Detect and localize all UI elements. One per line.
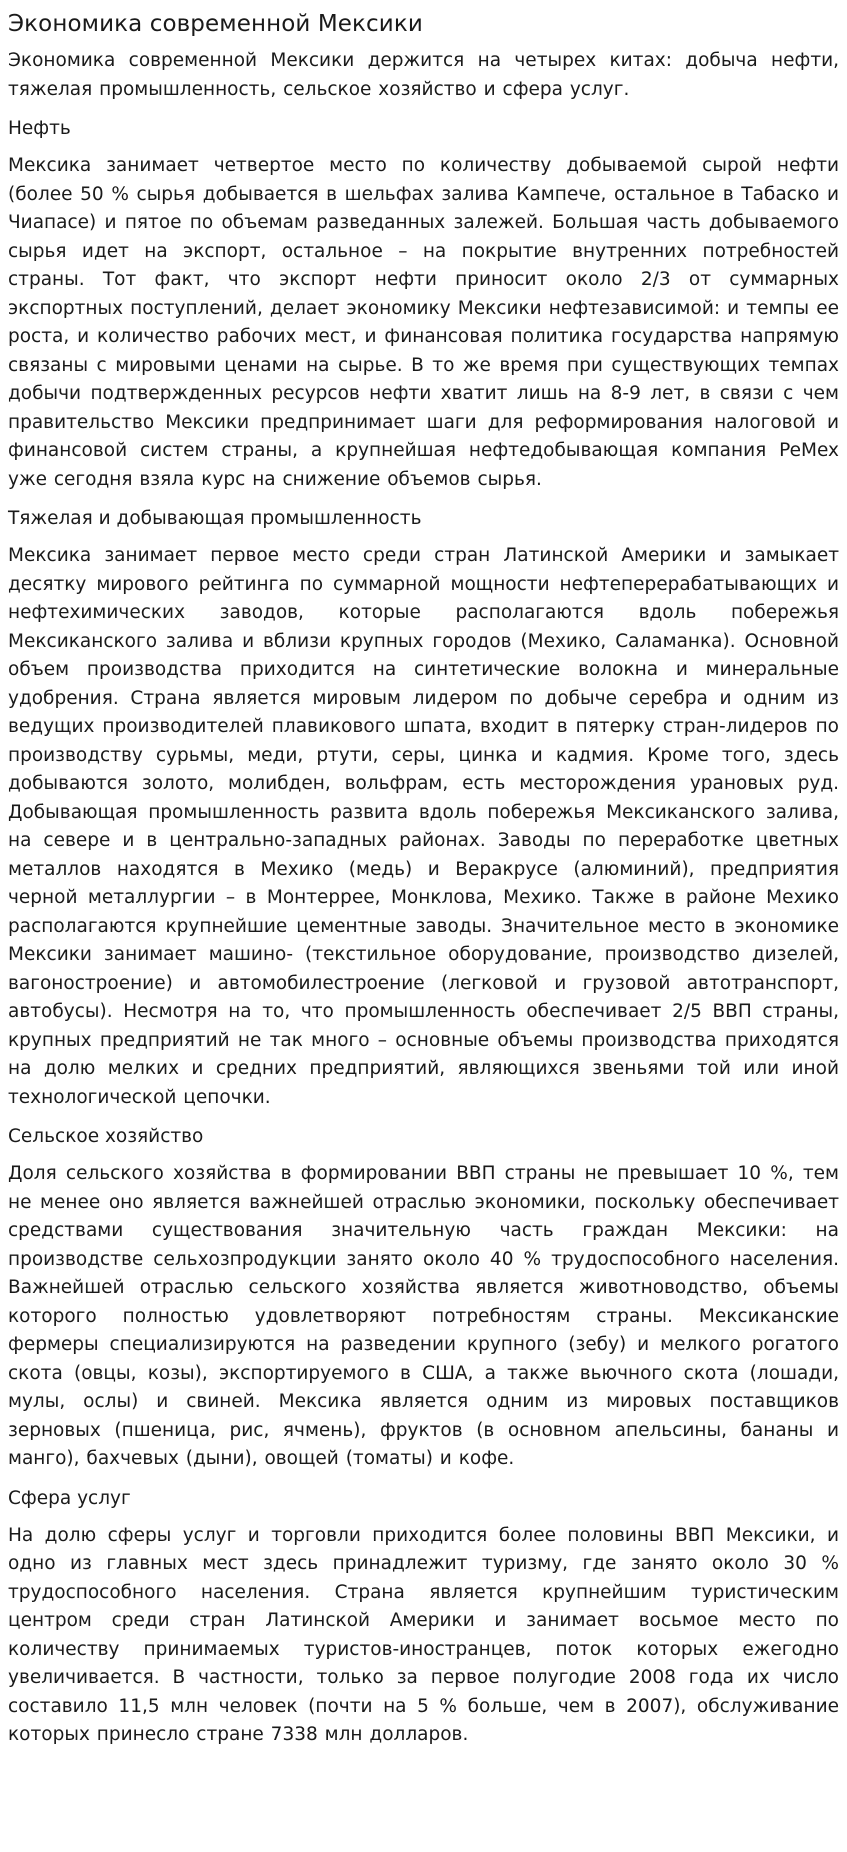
section-text-agriculture: Доля сельского хозяйства в формировании ВВП страны не превышает 10 %, тем не менее оно является важнейшей отраслью экономики, поскольку обеспечивает средствами существования значительную часть граждан Мексики: на производстве сельхозпродукции занято около 40 % трудоспособного населения. Важнейшей отраслью сельского хозяйства является животноводство, объемы которого полностью удовлетворяют потребностям страны. Мексиканские фермеры специализируются на разведении крупного (зебу) и мелкого рогатого скота (овцы, козы), экспортируемого в США, а также вьючного скота (лошади, мулы, ослы) и свиней. Мексика является одним из мировых поставщиков зерновых (пшеница, рис, ячмень), фруктов (в основном апельсины, бананы и манго), бахчевых (дыни), овощей (томаты) и кофе. bbox=[8, 1163, 839, 1469]
page-title: Экономика современной Мексики bbox=[8, 11, 423, 37]
section-text-industry: Мексика занимает первое место среди стран Латинской Америки и замыкает десятку мирового рейтинга по суммарной мощности нефтеперерабатывающих и нефтехимических заводов, которые располагаются вдоль побережья Мексиканского залива и вблизи крупных городов (Мехико, Саламанка). Основной объем производства приходится на синтетические волокна и минеральные удобрения. Страна является мировым лидером по добыче серебра и одним из ведущих производителей плавикового шпата, входит в пятерку стран-лидеров по производству сурьмы, меди, ртути, серы, цинка и кадмия. Кроме того, здесь добываются золото, молибден, вольфрам, есть месторождения урановых руд. Добывающая промышленность развита вдоль побережья Мексиканского залива, на севере и в центрально-западных районах. Заводы по переработке цветных металлов находятся в Мехико (медь) и Веракрусе (алюминий), предприятия черной металлургии – в Монтеррее, Монклова, Мехико. Также в районе Мехико располагаются крупнейшие цементные заводы. Значительное место в экономике Мексики занимает машино- (текстильное оборудование, производство дизелей, вагоностроение) и автомобилестроение (легковой и грузовой автотранспорт, автобусы). Несмотря на то, что промышленность обеспечивает 2/5 ВВП страны, крупных предприятий не так много – основные объемы производства приходятся на долю мелких и средних предприятий, являющихся звеньями той или иной технологической цепочки. bbox=[8, 545, 839, 1108]
section-text-oil: Мексика занимает четвертое место по количеству добываемой сырой нефти (более 50 % сырья добывается в шельфах залива Кампече, остальное в Табаско и Чиапасе) и пятое по объемам разведанных залежей. Большая часть добываемого сырья идет на экспорт, остальное – на покрытие внутренних потребностей страны. Тот факт, что экспорт нефти приносит около 2/3 от суммарных экспортных поступлений, делает экономику Мексики нефтезависимой: и темпы ее роста, и количество рабочих мест, и финансовая политика государства напрямую связаны с мировыми ценами на сырье. В то же время при существующих темпах добычи подтвержденных ресурсов нефти хватит лишь на 8-9 лет, в связи с чем правительство Мексики предпринимает шаги для реформирования налоговой и финансовой систем страны, а крупнейшая нефтедобывающая компания PeMex уже сегодня взяла курс на снижение объемов сырья. bbox=[8, 155, 839, 490]
section-heading-agriculture: Сельское хозяйство bbox=[8, 1126, 204, 1147]
section-text-services: На долю сферы услуг и торговли приходится более половины ВВП Мексики, и одно из главных мест здесь принадлежит туризму, где занято около 30 % трудоспособного населения. Страна является крупнейшим туристическим центром среди стран Латинской Америки и занимает восьмое место по количеству принимаемых туристов-иностранцев, поток которых ежегодно увеличивается. В частности, только за первое полугодие 2008 года их число составило 11,5 млн человек (почти на 5 % больше, чем в 2007), обслуживание которых принесло стране 7338 млн долларов. bbox=[8, 1524, 839, 1745]
section-heading-industry: Тяжелая и добывающая промышленность bbox=[8, 508, 422, 529]
intro-paragraph: Экономика современной Мексики держится на четырех китах: добыча нефти, тяжелая промышленность, сельское хозяйство и сфера услуг. bbox=[8, 50, 839, 100]
section-heading-oil: Нефть bbox=[8, 118, 71, 139]
section-heading-services: Сфера услуг bbox=[8, 1487, 131, 1509]
article bbox=[8, 0, 839, 1756]
